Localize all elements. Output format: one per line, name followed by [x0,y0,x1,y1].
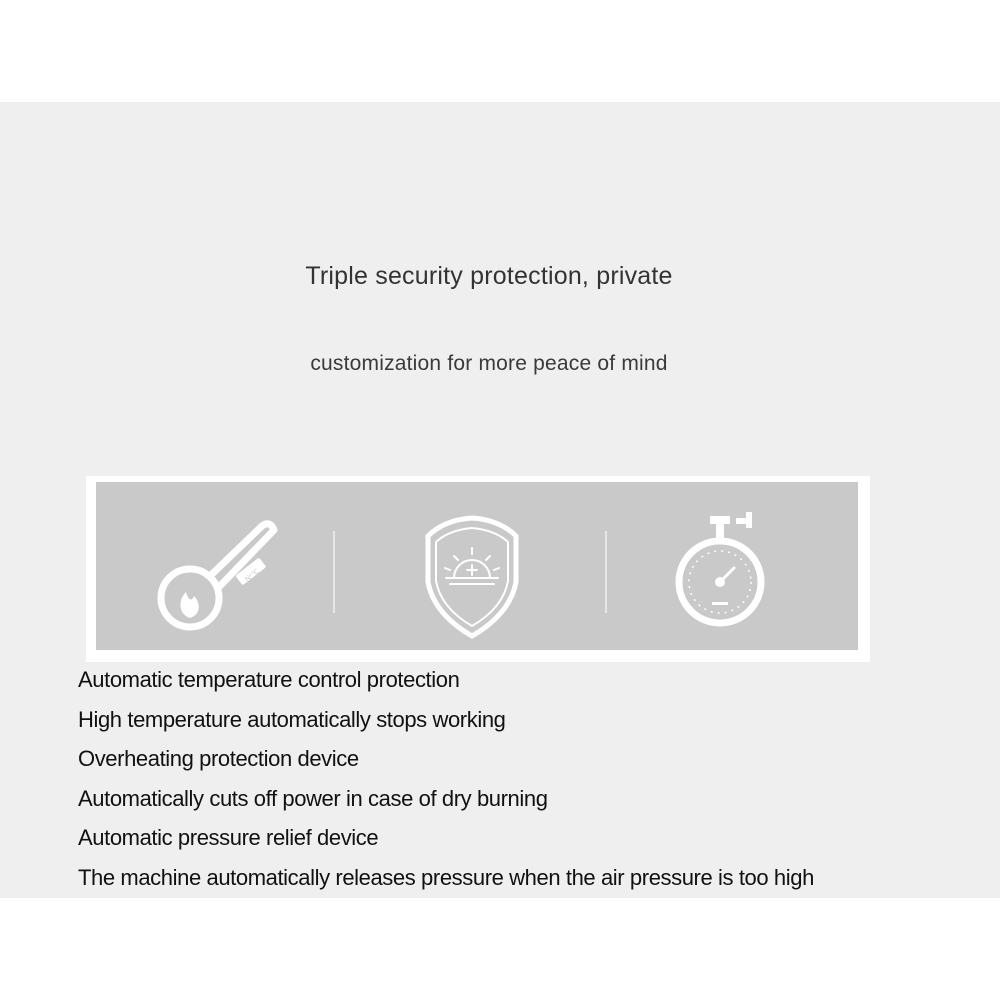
feature-description: Automatic temperature control protection [78,667,460,692]
feature-description: Automatically cuts off power in case of dry burning [78,785,548,811]
temperature-key-icon [150,516,290,641]
feature-description: High temperature automatically stops working [78,706,506,732]
feature-description-list [78,664,814,901]
icon-divider [605,531,607,613]
pressure-gauge-icon [672,508,772,632]
icon-divider [333,531,335,613]
heading-line-2: customization for more peace of mind [310,352,668,375]
feature-description: The machine automatically releases pressure when the air pressure is too high [78,864,814,890]
shield-sunrise-icon [420,512,524,642]
svg-text:Ν°℃: Ν°℃ [244,568,262,584]
feature-description: Automatic pressure relief device [78,825,379,850]
heading-line-1: Triple security protection, private [305,262,673,290]
feature-description: Overheating protection device [78,746,359,771]
